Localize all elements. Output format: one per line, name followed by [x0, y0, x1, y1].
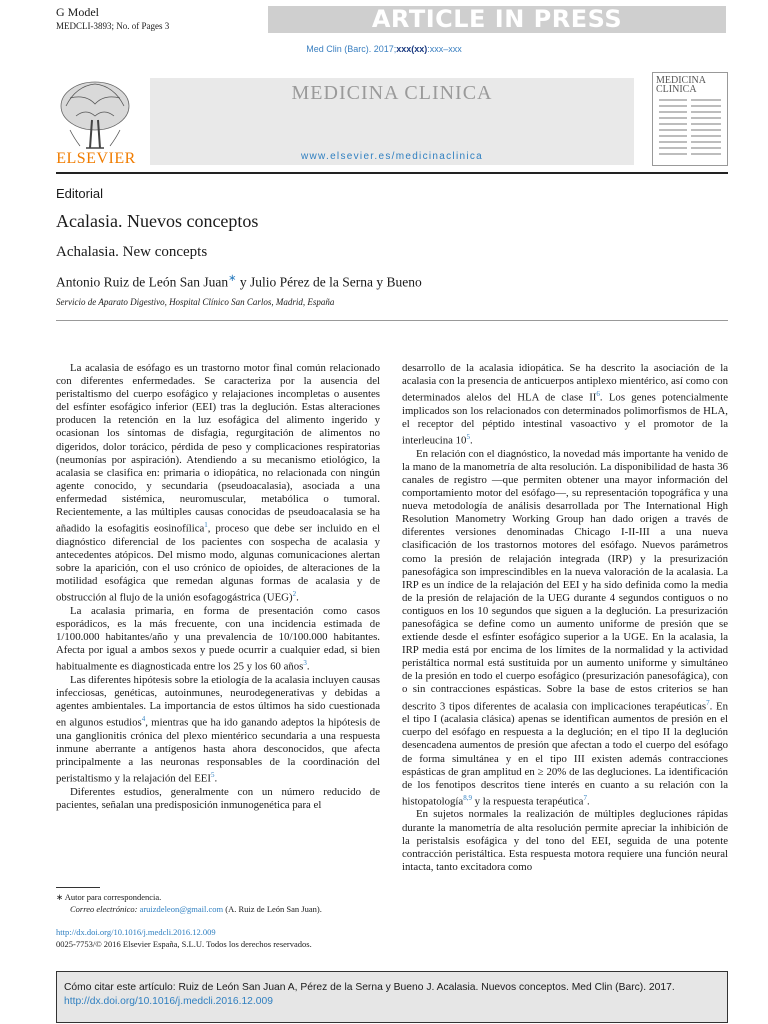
footnote-corr-text: Autor para correspondencia.: [64, 892, 162, 902]
manuscript-id: MEDCLI-3893; No. of Pages 3: [56, 21, 170, 31]
reference-link[interactable]: 1: [204, 521, 208, 530]
corresponding-author-marker[interactable]: ∗: [228, 273, 237, 284]
body-column-right: [402, 362, 728, 874]
how-to-cite-citation: Cómo citar este artículo: Ruiz de León San Juan A, Pérez de la Serna y Bueno J. Acalasia. Nuevos conceptos. Med Clin (Barc). 2017.: [64, 982, 675, 993]
paragraph-text: . En el tipo I (acalasia clásica) apenas se identifican aumentos de presión en el cuerpo del esófago en respuesta a la deglución; en el tipo II la deglución desencadena aumentos de presión que afectan a todo el cuerpo del esófago de forma simultánea y en el tipo III existen además contracciones espásticas de gran amplitud en ≥ 20% de las degluciones. La identificación de los fenotipos descritos tiene interés en cuanto a su relación con la histopatología: [402, 700, 728, 808]
paragraph-text: y la respuesta terapéutica: [471, 795, 584, 808]
paragraph-text: .: [306, 660, 310, 673]
reference-link[interactable]: 5: [466, 433, 470, 442]
how-to-cite-text: [64, 981, 720, 1009]
paragraph: [56, 786, 380, 812]
paragraph: [56, 674, 380, 786]
paragraph: [402, 448, 728, 809]
author-1: Antonio Ruiz de León San Juan: [56, 274, 229, 290]
author-2: y Julio Pérez de la Serna y Bueno: [236, 274, 422, 290]
journal-cite-prefix: Med Clin (Barc). 2017;: [306, 44, 397, 54]
reference-link[interactable]: 3: [303, 659, 307, 668]
journal-cite-pages: :xxx–xxx: [427, 44, 462, 54]
journal-name: MEDICINA CLINICA: [291, 82, 493, 104]
journal-cite-volume: xxx(xx): [396, 44, 428, 54]
paragraph-text: La acalasia de esófago es un trastorno motor final común relacionado con diferentes enfermedades. Se caracteriza por la ausencia del peristaltismo del cuerpo esofágico y relajaciones incompletas o ausentes del esfínter esofágico inferior (EEI) tras la deglución. Estas alteraciones producen la retención en la luz esofágica del alimento ingerido y ocasionan los síntomas de disfagia, regurgitación de alimentos no digeridos, dolor torácico, pérdida de peso y complicaciones respiratorias (neumonías por aspiración). Atendiendo a su mecanismo etiológico, la acalasia se clasifica en: primaria o idiopática, no relacionada con ningún agente conocido, y secundaria (pseudoacalasia), asociada a una enfermedad sistémica, neuromuscular, metabólica o tumoral. Recientemente, a las múltiples causas conocidas de pseudoacalasia se ha añadido la esofagitis eosinofílica: [56, 362, 380, 535]
reference-link[interactable]: 2: [292, 590, 297, 599]
reference-link[interactable]: 8,9: [463, 793, 472, 802]
paragraph-text: Las diferentes hipótesis sobre la etiología de la acalasia incluyen causas infecciosas, genéticas, autoinmunes, neurodegenerativas y debidas a agentes ambientales. La importancia de estos últimos ha sido cuestionada en algunos estudios: [56, 673, 380, 729]
article-in-press-banner: [268, 6, 726, 33]
paragraph-text: .: [296, 591, 299, 604]
reference-link[interactable]: 4: [141, 715, 146, 724]
paragraph-text: , mientras que ha ido ganando adeptos la hipótesis de una ganglionitis crónica del plexo mientérico secundaria a una respuesta inmune aberrante a antígenos hasta ahora desconocidos, que afecta principalmente a las neuronas responsables de la coordinación del peristaltismo y la relajación del EEI: [56, 716, 380, 785]
copyright-line: 0025-7753/© 2016 Elsevier España, S.L.U. Todos los derechos reservados.: [56, 939, 312, 949]
reference-link[interactable]: 7: [706, 698, 710, 707]
article-in-press-text: ARTICLE IN PRESS: [371, 5, 623, 33]
reference-link[interactable]: 6: [596, 390, 600, 399]
article-title: Acalasia. Nuevos conceptos: [56, 211, 259, 231]
paragraph: [402, 362, 728, 448]
paragraph-text: , proceso que debe ser incluido en el diagnóstico diferencial de los pacientes con sospecha de acalasia y antecedentes atópicos. Del mismo modo, algunas comunicaciones alertan sobre la aparición, con el uso crónico de opioides, de alteraciones de la motilidad esofágica que remedan algunas formas de acalasia y de obstrucción al flujo de la unión esofagogástrica (UEG): [56, 522, 380, 604]
affiliation: Servicio de Aparato Digestivo, Hospital Clínico San Carlos, Madrid, España: [56, 297, 335, 307]
paragraph: [56, 605, 380, 674]
footnote-marker: ∗: [56, 892, 64, 902]
email-label: Correo electrónico:: [70, 904, 138, 914]
title-divider: [56, 320, 728, 321]
footnote-corresponding: [56, 892, 161, 903]
paragraph-text: En sujetos normales la realización de múltiples degluciones rápidas durante la manometría de alta resolución permite apreciar la inhibición de la peristalsis esofágica y del tono del EEI, seguida de una potente contracción peristáltica. Esta respuesta motora requiere una función neural intacta, tanto excitadora como: [402, 808, 728, 873]
body-column-left: [56, 362, 380, 812]
footnote-divider: [56, 887, 100, 888]
paragraph: [56, 362, 380, 605]
how-to-cite-doi-link[interactable]: http://dx.doi.org/10.1016/j.medcli.2016.12.009: [64, 996, 273, 1007]
paragraph-text: . Los genes potencialmente implicados son los relacionados con determinados polimorfismos de HLA, el receptor del péptido intestinal vasoactivo y el promotor de la interleucina 10: [402, 391, 728, 447]
paragraph-text: .: [586, 795, 590, 808]
section-label: Editorial: [56, 186, 103, 201]
g-model-label: G Model: [56, 5, 99, 19]
paragraph-text: La acalasia primaria, en forma de presentación como casos esporádicos, es la más frecuente, con una incidencia estimada de 1/100.000 habitantes/año y una prevalencia de 10/100.000 habitantes. Afecta por igual a ambos sexos y puede ocurrir a cualquier edad, si bien habitualmente es diagnosticada entre los 25 y los 60 años: [56, 604, 380, 673]
paragraph-text: desarrollo de la acalasia idiopática. Se ha descrito la asociación de la acalasia con la presencia de anticuerpos antiplexo mientérico, así como con determinados alelos del HLA de clase II: [402, 362, 728, 404]
doi-link[interactable]: http://dx.doi.org/10.1016/j.medcli.2016.12.009: [56, 927, 216, 937]
cover-journal-title: MEDICINA CLINICA: [656, 75, 706, 95]
journal-citation: [0, 44, 768, 54]
paragraph: [402, 808, 728, 873]
email-link[interactable]: aruizdeleon@gmail.com: [139, 904, 224, 914]
paragraph-text: .: [214, 772, 218, 785]
header-divider: [56, 172, 728, 174]
paragraph-text: .: [469, 434, 473, 447]
author-list: [56, 273, 422, 291]
journal-url-link[interactable]: www.elsevier.es/medicinaclinica: [300, 151, 484, 162]
footnote-email: [70, 904, 322, 914]
publisher-name: ELSEVIER: [56, 150, 136, 167]
paragraph-text: Diferentes estudios, generalmente con un número reducido de pacientes, señalan una predisposición inmunogenética para el: [56, 785, 380, 811]
article-subtitle: Achalasia. New concepts: [56, 244, 208, 260]
email-suffix: (A. Ruiz de León San Juan).: [223, 904, 322, 914]
reference-link[interactable]: 5: [211, 771, 215, 780]
reference-link[interactable]: 7: [583, 793, 587, 802]
paragraph-text: En relación con el diagnóstico, la novedad más importante ha venido de la mano de la manometría de alta resolución. La disponibilidad de hasta 36 canales de registro —que permiten obtener una mayor información del comportamiento motor del esófago—, su representación topográfica y una nueva metodología de análisis desarrollada por The International High Resolution Manometry Working Group han dado origen a través de diferentes versiones denominadas Chicago I-II-III a una nueva clasificación de los trastornos motores del esófago. Nuevos parámetros como la presión de relajación integrada (IRP) y la presurización panesofágica son imprescindibles en la nueva valoración de la acalasia. La IRP es un índice de la relajación del EEI y ha sido definida como la media de la presión de relajación de la UEG durante 4 segundos contiguos o no contiguos en los 10 segundos que siguen a la deglución. La presurización panesofágica se define como un aumento uniforme de presión que se extiende desde el esfínter esofágico superior a la UGE. En la acalasia, la IRP media está por encima de los límites de la normalidad y la actividad peristáltica normal está sustituida por un aumento uniforme y simultáneo de la presión en todo el cuerpo esofágico (presurización panesofágica), con o sin contracciones espásticas. Sobre la base de estos criterios se han descrito 3 tipos diferentes de acalasia con implicaciones terapéuticas: [402, 447, 728, 713]
